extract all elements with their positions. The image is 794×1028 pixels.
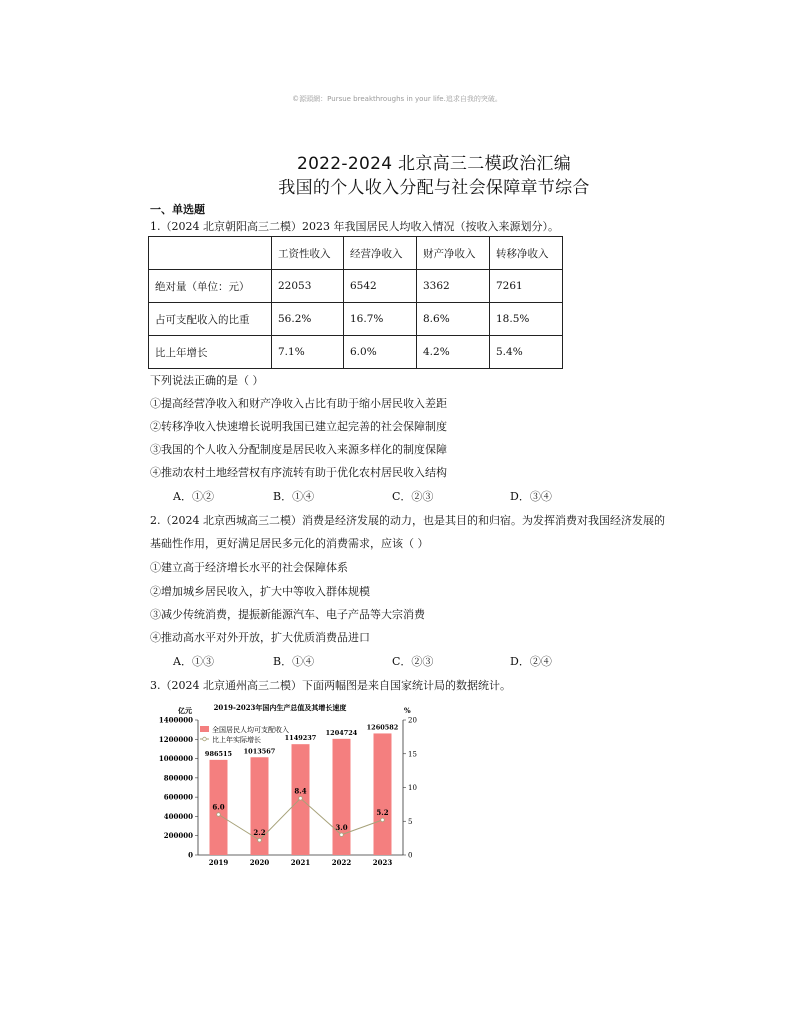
growth-value-label: 6.0 <box>212 802 225 812</box>
x-tick-label: 2023 <box>372 858 393 867</box>
y-right-tick-label: 15 <box>408 750 417 759</box>
table-cell: 18.5% <box>490 303 563 336</box>
q2-statement-2: ②增加城乡居民收入，扩大中等收入群体规模 <box>150 585 370 598</box>
q1-statement-4: ④推动农村土地经营权有序流转有助于优化农村居民收入结构 <box>150 466 447 479</box>
table-cell: 3362 <box>417 270 490 303</box>
q2-option-a[interactable]: A．①③ <box>173 655 214 668</box>
x-tick-label: 2021 <box>290 858 311 867</box>
q3-stem: 3.（2024 北京通州高三二模）下面两幅图是来自国家统计局的数据统计。 <box>150 679 511 692</box>
bar-value-label: 1013567 <box>243 747 276 756</box>
legend-line-marker <box>203 737 207 741</box>
q2-statement-3: ③减少传统消费，提振新能源汽车、电子产品等大宗消费 <box>150 608 425 621</box>
q1-option-b[interactable]: B．①④ <box>273 490 315 503</box>
q1-statement-1: ①提高经营净收入和财产净收入占比有助于缩小居民收入差距 <box>150 397 447 410</box>
q1-stem: 1.（2024 北京朝阳高三二模）2023 年我国居民人均收入情况（按收入来源划分）。 <box>150 220 559 233</box>
q2-option-b[interactable]: B．①④ <box>273 655 315 668</box>
growth-point <box>217 813 221 817</box>
x-tick-label: 2022 <box>331 858 352 867</box>
table-header-cell: 经营净收入 <box>344 237 417 270</box>
q1-statement-3: ③我国的个人收入分配制度是居民收入来源多样化的制度保障 <box>150 443 447 456</box>
table-cell: 8.6% <box>417 303 490 336</box>
table-cell: 22053 <box>272 270 344 303</box>
table-cell: 4.2% <box>417 336 490 369</box>
y-right-tick-label: 10 <box>408 784 417 792</box>
growth-point <box>299 797 303 801</box>
table-cell: 16.7% <box>344 303 417 336</box>
table-header-row <box>149 237 563 270</box>
q1-option-a[interactable]: A．①② <box>173 490 214 503</box>
bar-value-label: 1260582 <box>366 723 399 732</box>
x-tick-label: 2019 <box>208 858 229 867</box>
gdp-growth-chart <box>158 700 448 872</box>
growth-value-label: 5.2 <box>376 807 389 817</box>
q1-statement-2: ②转移净收入快速增长说明我国已建立起完善的社会保障制度 <box>150 420 447 433</box>
growth-value-label: 8.4 <box>294 786 307 796</box>
table-cell: 5.4% <box>490 336 563 369</box>
table-row-label: 绝对量（单位：元） <box>149 270 272 303</box>
x-tick-label: 2020 <box>249 858 270 867</box>
chart-bar <box>333 739 351 855</box>
table-row <box>149 336 563 369</box>
y-left-tick-label: 200000 <box>163 831 193 841</box>
table-header-cell: 工资性收入 <box>272 237 344 270</box>
q1-option-c[interactable]: C．②③ <box>392 490 434 503</box>
table-cell: 7.1% <box>272 336 344 369</box>
document-title: 2022-2024 北京高三二模政治汇编 <box>296 154 572 174</box>
growth-value-label: 3.0 <box>335 822 348 832</box>
table-row <box>149 270 563 303</box>
table-row <box>149 303 563 336</box>
y-left-tick-label: 800000 <box>163 773 193 783</box>
y-right-tick-label: 5 <box>408 817 413 826</box>
y-left-tick-label: 0 <box>188 850 193 860</box>
watermark: ©源頭網：Pursue breakthroughs in your life.追求自我的突破。 <box>292 95 502 103</box>
y-left-tick-label: 1400000 <box>158 715 193 725</box>
growth-point <box>381 818 385 822</box>
q1-prompt: 下列说法正确的是（ ） <box>150 374 264 387</box>
y-left-unit: 亿元 <box>178 706 192 715</box>
table-cell: 6542 <box>344 270 417 303</box>
table-cell: 6.0% <box>344 336 417 369</box>
table-cell <box>149 237 272 270</box>
q2-option-c[interactable]: C．②③ <box>392 655 434 668</box>
q2-stem-line1: 2.（2024 北京西城高三二模）消费是经济发展的动力，也是其目的和归宿。为发挥消费对我国经济发展的 <box>150 514 665 527</box>
q2-statement-1: ①建立高于经济增长水平的社会保障体系 <box>150 561 348 574</box>
y-left-tick-label: 400000 <box>163 811 193 821</box>
growth-point <box>340 833 344 837</box>
table-header-cell: 转移净收入 <box>490 237 563 270</box>
bar-value-label: 1204724 <box>325 728 358 737</box>
chart-title: 2019-2023年国内生产总值及其增长速度 <box>213 703 347 712</box>
table-header-cell: 财产净收入 <box>417 237 490 270</box>
document-subtitle: 我国的个人收入分配与社会保障章节综合 <box>278 178 590 198</box>
legend-bar-label: 全国居民人均可支配收入 <box>212 726 289 734</box>
chart-legend <box>200 725 289 744</box>
y-left-tick-label: 1200000 <box>158 734 193 744</box>
table-row-label: 占可支配收入的比重 <box>149 303 272 336</box>
section-heading: 一、单选题 <box>150 203 205 216</box>
growth-value-label: 2.2 <box>253 828 266 838</box>
table-cell: 7261 <box>490 270 563 303</box>
legend-line-label: 比上年实际增长 <box>212 736 261 744</box>
y-left-tick-label: 600000 <box>163 792 193 802</box>
chart-bar <box>374 733 392 855</box>
q2-statement-4: ④推动高水平对外开放，扩大优质消费品进口 <box>150 631 370 644</box>
y-right-tick-label: 0 <box>408 851 413 860</box>
q2-option-d[interactable]: D．②④ <box>510 655 552 668</box>
legend-bar-swatch <box>200 726 209 732</box>
bar-value-label: 1149237 <box>284 734 317 743</box>
y-left-tick-label: 1000000 <box>158 754 193 764</box>
growth-point <box>258 838 262 842</box>
table-cell: 56.2% <box>272 303 344 336</box>
y-right-tick-label: 20 <box>408 716 417 725</box>
q1-income-table <box>148 236 563 369</box>
q2-stem-line2: 基础性作用，更好满足居民多元化的消费需求，应该（ ） <box>150 537 429 550</box>
y-right-unit: % <box>404 706 411 715</box>
table-row-label: 比上年增长 <box>149 336 272 369</box>
q1-option-d[interactable]: D．③④ <box>510 490 552 503</box>
bar-value-label: 986515 <box>204 749 233 758</box>
